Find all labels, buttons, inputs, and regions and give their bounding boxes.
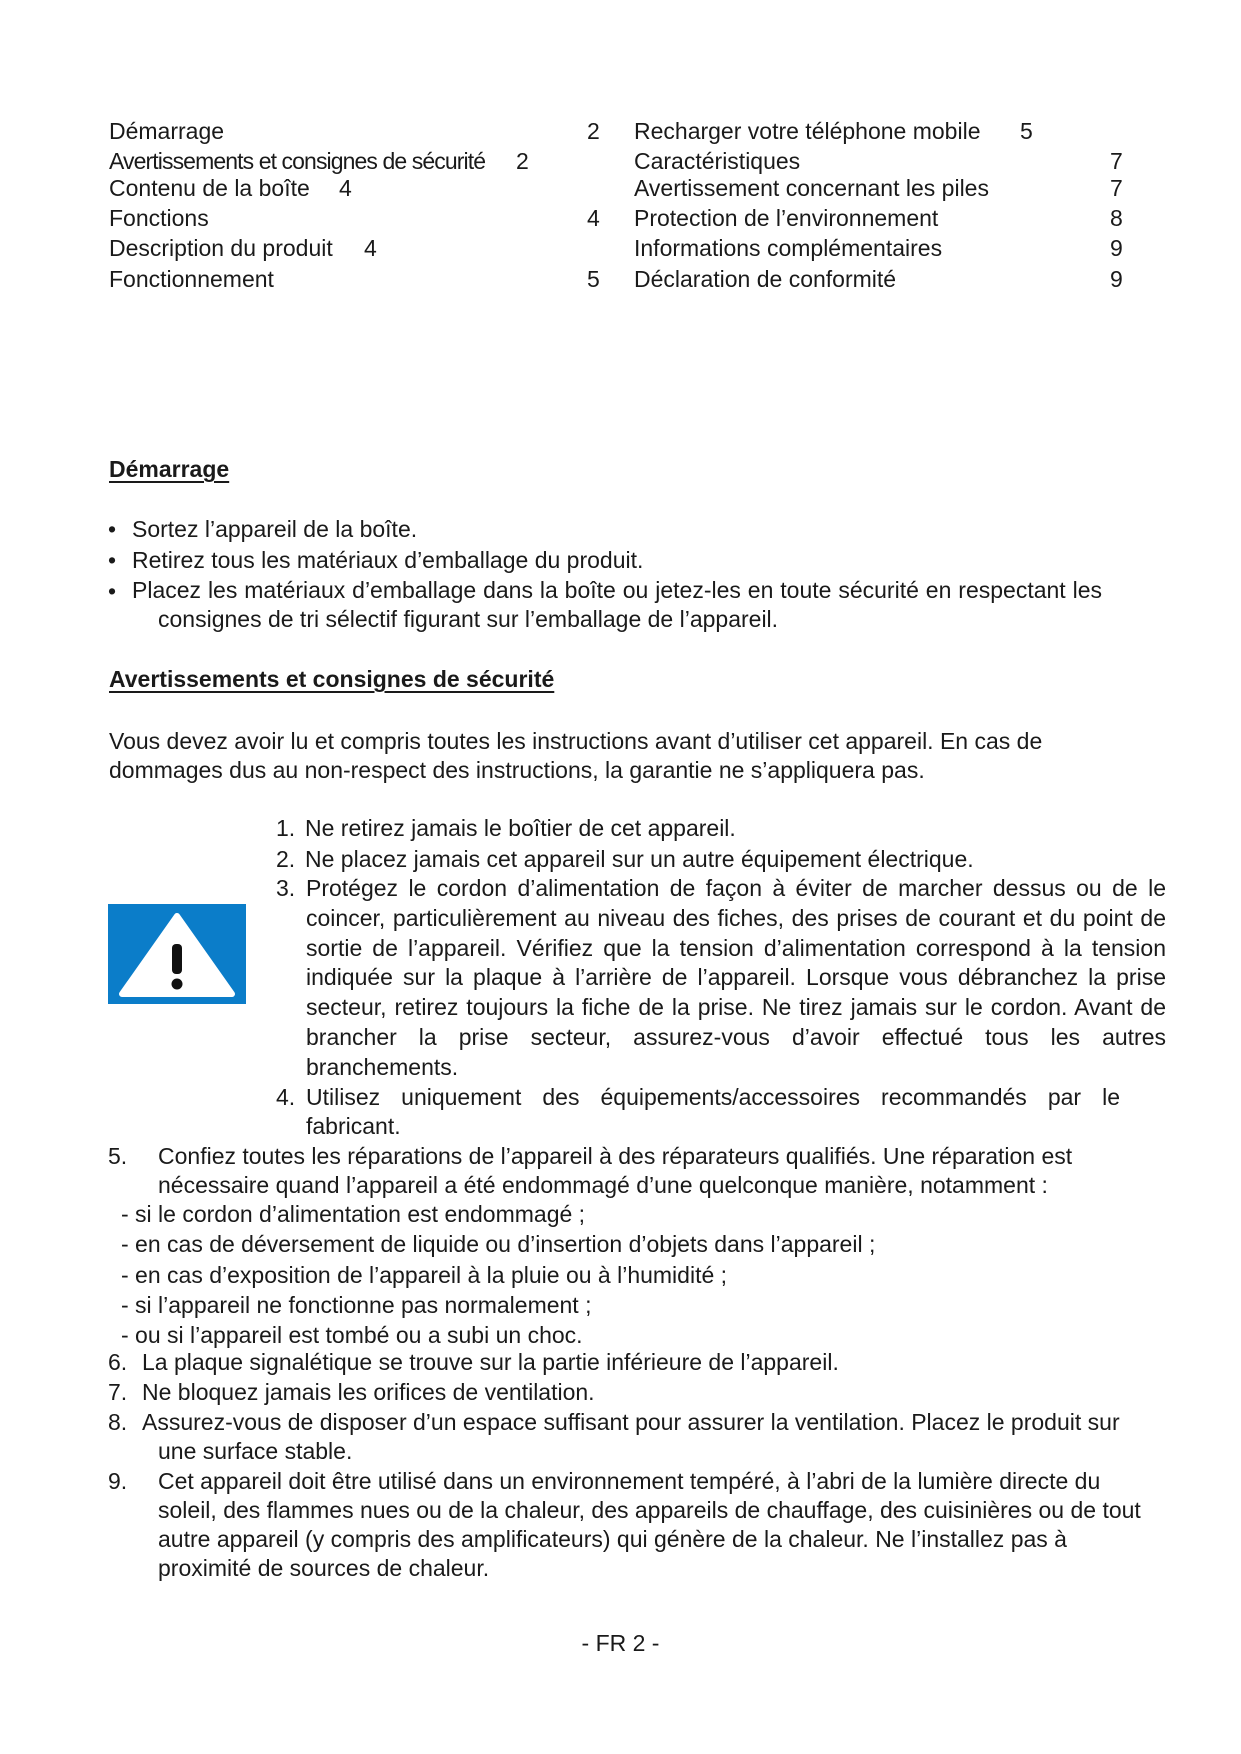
toc-entry-environnement[interactable]: Protection de l’environnement <box>634 205 939 231</box>
toc-page-avertissements: 2 <box>516 148 529 174</box>
page-number: - FR 2 - <box>581 1630 660 1656</box>
toc-entry-caracteristiques[interactable]: Caractéristiques <box>634 148 801 174</box>
toc-entry-description[interactable]: Description du produit <box>109 235 333 261</box>
sub-list-item: - si l’appareil ne fonctionne pas normalement ; <box>121 1292 592 1318</box>
bullet-marker: • <box>108 547 117 573</box>
toc-page-recharger: 5 <box>1020 118 1033 144</box>
toc-page-demarrage: 2 <box>587 118 600 144</box>
toc-page-informations: 9 <box>1110 235 1123 261</box>
item-number: 3. <box>276 875 296 901</box>
list-item: La plaque signalétique se trouve sur la partie inférieure de l’appareil. <box>142 1349 839 1375</box>
list-item: Utilisez uniquement des équipements/accessoires recommandés par le fabricant. <box>306 1084 1120 1139</box>
list-item-text: Placez les matériaux d’emballage dans la boîte ou jetez-les en toute sécurité en respectant les consignes de tri sélectif figurant sur l’emballage de l’appareil. <box>132 577 1102 632</box>
sub-list-item: - en cas d’exposition de l’appareil à la pluie ou à l’humidité ; <box>121 1262 728 1288</box>
toc-entry-avertissements[interactable]: Avertissements et consignes de sécurité <box>109 148 486 174</box>
item-number: 5. <box>108 1143 128 1169</box>
toc-page-piles: 7 <box>1110 175 1123 201</box>
list-item: Sortez l’appareil de la boîte. <box>132 516 418 542</box>
sub-list-item: - en cas de déversement de liquide ou d’insertion d’objets dans l’appareil ; <box>121 1231 876 1257</box>
sub-list-item: - si le cordon d’alimentation est endommagé ; <box>121 1201 586 1227</box>
bullet-marker: • <box>108 578 117 604</box>
toc-entry-piles[interactable]: Avertissement concernant les piles <box>634 175 989 201</box>
warning-sign <box>108 904 246 1004</box>
toc-entry-declaration[interactable]: Déclaration de conformité <box>634 266 897 292</box>
list-item <box>132 576 1102 634</box>
item-number: 9. <box>108 1468 128 1494</box>
item-number: 6. <box>108 1349 128 1375</box>
toc-entry-demarrage[interactable]: Démarrage <box>109 118 225 144</box>
section-title-demarrage: Démarrage <box>109 456 230 482</box>
toc-page-description: 4 <box>364 235 377 261</box>
sub-list-item: - ou si l’appareil est tombé ou a subi un choc. <box>121 1322 583 1348</box>
toc-page-fonctions: 4 <box>587 205 600 231</box>
toc-entry-fonctionnement[interactable]: Fonctionnement <box>109 266 274 292</box>
toc-page-environnement: 8 <box>1110 205 1123 231</box>
list-item: Protégez le cordon d’alimentation de façon à éviter de marcher dessus ou de le coincer, particulièrement au niveau des fiches, des prises de courant et du point de sortie de l’appareil. Vérifiez que la tension d’alimentation correspond à la tension indiquée sur la plaque à l’arrière de l’appareil. Lorsque vous débranchez la prise secteur, retirez toujours la fiche de la prise. Ne tirez jamais sur le cordon. Avant de brancher la prise secteur, assurez-vous d’avoir effectué tous les autres branchements. <box>306 875 1166 1080</box>
list-item: Assurez-vous de disposer d’un espace suffisant pour assurer la ventilation. Placez le produit sur une surface stable. <box>142 1409 1120 1464</box>
securite-intro: Vous devez avoir lu et compris toutes les instructions avant d’utiliser cet appareil. En cas de dommages dus au non-respect des instructions, la garantie ne s’appliquera pas. <box>109 728 1043 783</box>
list-item: Ne placez jamais cet appareil sur un autre équipement électrique. <box>305 846 974 872</box>
toc-entry-informations[interactable]: Informations complémentaires <box>634 235 943 261</box>
bullet-marker: • <box>108 516 117 542</box>
list-item: Cet appareil doit être utilisé dans un environnement tempéré, à l’abri de la lumière directe du soleil, des flammes nues ou de la chaleur, des appareils de chauffage, des cuisinières ou de tout autre appareil (y compris des amplificateurs) qui génère de la chaleur. Ne l’installez pas à proximité de sources de chaleur. <box>158 1468 1141 1581</box>
toc-entry-fonctions[interactable]: Fonctions <box>109 205 209 231</box>
list-item: Ne retirez jamais le boîtier de cet appareil. <box>305 815 736 841</box>
section-title-securite: Avertissements et consignes de sécurité <box>109 666 555 692</box>
item-number: 7. <box>108 1379 128 1405</box>
item-number: 4. <box>276 1084 296 1110</box>
item-number: 2. <box>276 846 296 872</box>
warning-triangle-icon <box>108 904 246 1004</box>
toc-page-contenu: 4 <box>339 175 352 201</box>
toc-entry-recharger[interactable]: Recharger votre téléphone mobile <box>634 118 981 144</box>
item-number: 1. <box>276 815 296 841</box>
list-item: Retirez tous les matériaux d’emballage du produit. <box>132 547 644 573</box>
list-item: Confiez toutes les réparations de l’appareil à des réparateurs qualifiés. Une réparation est nécessaire quand l’appareil a été endommagé d’une quelconque manière, notamment : <box>158 1143 1073 1198</box>
item-number: 8. <box>108 1409 128 1435</box>
toc-page-fonctionnement: 5 <box>587 266 600 292</box>
toc-entry-contenu[interactable]: Contenu de la boîte <box>109 175 310 201</box>
toc-page-declaration: 9 <box>1110 266 1123 292</box>
toc-page-caracteristiques: 7 <box>1110 148 1123 174</box>
list-item: Ne bloquez jamais les orifices de ventilation. <box>142 1379 595 1405</box>
